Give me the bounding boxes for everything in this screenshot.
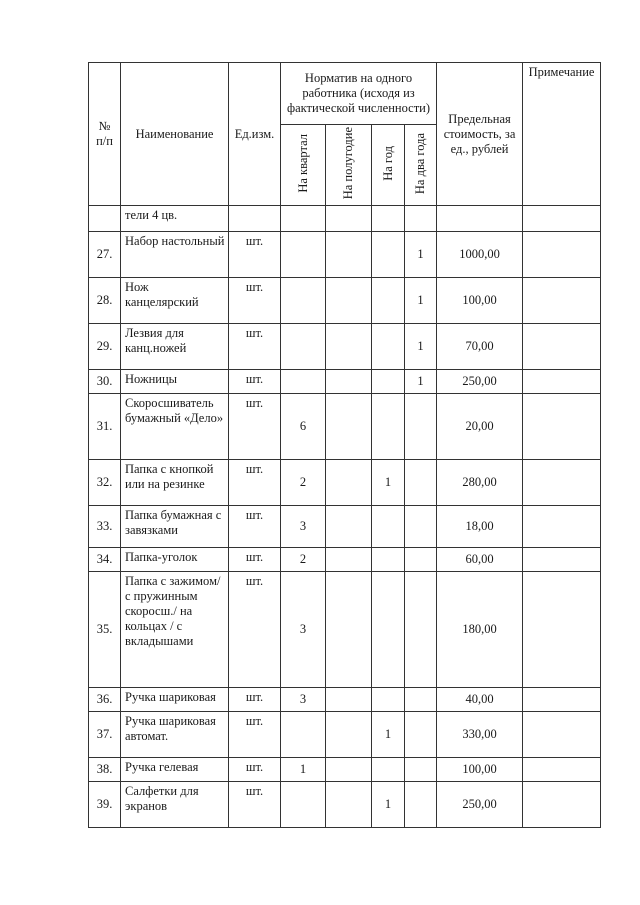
row-quarter <box>281 712 326 758</box>
row-year <box>372 232 405 278</box>
row-unit: шт. <box>229 278 281 324</box>
row-two-years <box>405 758 437 782</box>
row-half <box>326 688 372 712</box>
row-note <box>523 370 601 394</box>
row-year <box>372 324 405 370</box>
row-quarter: 2 <box>281 548 326 572</box>
row-note <box>523 460 601 506</box>
row-half <box>326 394 372 460</box>
row-name: Салфетки для экранов <box>121 782 229 828</box>
row-unit: шт. <box>229 688 281 712</box>
row-note <box>523 206 601 232</box>
row-name: Папка с зажимом/с пружинным скоросш./ на кольцах / с вкладышами <box>121 572 229 688</box>
row-unit: шт. <box>229 460 281 506</box>
row-name: Ручка шариковая автомат. <box>121 712 229 758</box>
row-note <box>523 712 601 758</box>
row-quarter: 3 <box>281 688 326 712</box>
row-name: Нож канцелярский <box>121 278 229 324</box>
row-price <box>437 206 523 232</box>
row-unit: шт. <box>229 758 281 782</box>
row-unit: шт. <box>229 782 281 828</box>
row-note <box>523 324 601 370</box>
row-num: 28. <box>89 278 121 324</box>
header-half: На полугодие <box>326 125 372 206</box>
row-price: 1000,00 <box>437 232 523 278</box>
row-year: 1 <box>372 712 405 758</box>
row-price: 40,00 <box>437 688 523 712</box>
row-year: 1 <box>372 782 405 828</box>
table-row <box>89 324 601 370</box>
row-note <box>523 506 601 548</box>
row-quarter: 2 <box>281 460 326 506</box>
row-two-years: 1 <box>405 278 437 324</box>
row-num: 36. <box>89 688 121 712</box>
header-price: Предельная стоимость, за ед., рублей <box>437 63 523 206</box>
row-price: 280,00 <box>437 460 523 506</box>
row-num: 34. <box>89 548 121 572</box>
row-two-years: 1 <box>405 324 437 370</box>
row-name: тели 4 цв. <box>121 206 229 232</box>
row-name: Ножницы <box>121 370 229 394</box>
row-note <box>523 758 601 782</box>
table-row <box>89 506 601 548</box>
row-quarter: 3 <box>281 506 326 548</box>
row-year <box>372 758 405 782</box>
row-two-years <box>405 506 437 548</box>
table-row <box>89 572 601 688</box>
row-num: 32. <box>89 460 121 506</box>
row-price: 20,00 <box>437 394 523 460</box>
row-two-years: 1 <box>405 232 437 278</box>
table-row <box>89 688 601 712</box>
table-row <box>89 206 601 232</box>
row-num: 39. <box>89 782 121 828</box>
table-row <box>89 712 601 758</box>
row-quarter: 6 <box>281 394 326 460</box>
row-price: 250,00 <box>437 370 523 394</box>
row-half <box>326 506 372 548</box>
row-year <box>372 548 405 572</box>
table-row <box>89 758 601 782</box>
row-note <box>523 548 601 572</box>
row-two-years <box>405 782 437 828</box>
header-two-years: На два года <box>405 125 437 206</box>
row-half <box>326 324 372 370</box>
row-unit: шт. <box>229 506 281 548</box>
row-num: 30. <box>89 370 121 394</box>
row-note <box>523 782 601 828</box>
row-unit: шт. <box>229 548 281 572</box>
row-num: 38. <box>89 758 121 782</box>
table-row <box>89 394 601 460</box>
row-half <box>326 278 372 324</box>
row-num: 33. <box>89 506 121 548</box>
row-quarter <box>281 370 326 394</box>
row-two-years <box>405 688 437 712</box>
row-num: 37. <box>89 712 121 758</box>
row-name: Ручка шариковая <box>121 688 229 712</box>
table-row <box>89 370 601 394</box>
row-price: 180,00 <box>437 572 523 688</box>
row-year: 1 <box>372 460 405 506</box>
row-price: 330,00 <box>437 712 523 758</box>
header-note: Примечание <box>523 63 601 206</box>
row-half <box>326 206 372 232</box>
row-quarter <box>281 278 326 324</box>
row-half <box>326 370 372 394</box>
row-quarter <box>281 232 326 278</box>
row-two-years <box>405 394 437 460</box>
row-name: Ручка гелевая <box>121 758 229 782</box>
row-unit <box>229 206 281 232</box>
row-two-years: 1 <box>405 370 437 394</box>
row-price: 250,00 <box>437 782 523 828</box>
header-num: № п/п <box>89 63 121 206</box>
row-price: 100,00 <box>437 278 523 324</box>
row-note <box>523 688 601 712</box>
row-two-years <box>405 712 437 758</box>
header-unit: Ед.изм. <box>229 63 281 206</box>
norms-table <box>88 62 601 828</box>
table-row <box>89 782 601 828</box>
row-half <box>326 782 372 828</box>
row-name: Папка бумажная с завязками <box>121 506 229 548</box>
row-two-years <box>405 206 437 232</box>
row-half <box>326 572 372 688</box>
row-price: 18,00 <box>437 506 523 548</box>
row-half <box>326 712 372 758</box>
row-num: 29. <box>89 324 121 370</box>
row-two-years <box>405 572 437 688</box>
row-num <box>89 206 121 232</box>
row-unit: шт. <box>229 324 281 370</box>
header-norm: Норматив на одного работника (исходя из фактической численности) <box>281 63 437 125</box>
row-unit: шт. <box>229 572 281 688</box>
table-row <box>89 548 601 572</box>
row-num: 31. <box>89 394 121 460</box>
row-two-years <box>405 460 437 506</box>
row-name: Папка-уголок <box>121 548 229 572</box>
row-name: Скоросшиватель бумажный «Дело» <box>121 394 229 460</box>
row-name: Набор настольный <box>121 232 229 278</box>
row-year <box>372 278 405 324</box>
row-quarter <box>281 324 326 370</box>
row-price: 60,00 <box>437 548 523 572</box>
table-row <box>89 278 601 324</box>
row-num: 27. <box>89 232 121 278</box>
row-quarter <box>281 206 326 232</box>
row-quarter: 3 <box>281 572 326 688</box>
row-two-years <box>405 548 437 572</box>
row-half <box>326 548 372 572</box>
row-year <box>372 572 405 688</box>
header-quarter: На квартал <box>281 125 326 206</box>
row-name: Лезвия для канц.ножей <box>121 324 229 370</box>
row-unit: шт. <box>229 232 281 278</box>
table-row <box>89 232 601 278</box>
row-year <box>372 206 405 232</box>
header-year: На год <box>372 125 405 206</box>
row-year <box>372 688 405 712</box>
row-quarter <box>281 782 326 828</box>
row-name: Папка с кнопкой или на резинке <box>121 460 229 506</box>
row-year <box>372 506 405 548</box>
table-row <box>89 460 601 506</box>
row-half <box>326 232 372 278</box>
header-name: Наименование <box>121 63 229 206</box>
row-unit: шт. <box>229 712 281 758</box>
row-year <box>372 370 405 394</box>
row-note <box>523 572 601 688</box>
row-half <box>326 460 372 506</box>
row-price: 100,00 <box>437 758 523 782</box>
row-note <box>523 232 601 278</box>
row-num: 35. <box>89 572 121 688</box>
row-price: 70,00 <box>437 324 523 370</box>
row-year <box>372 394 405 460</box>
row-note <box>523 394 601 460</box>
row-unit: шт. <box>229 394 281 460</box>
row-unit: шт. <box>229 370 281 394</box>
row-note <box>523 278 601 324</box>
row-quarter: 1 <box>281 758 326 782</box>
row-half <box>326 758 372 782</box>
